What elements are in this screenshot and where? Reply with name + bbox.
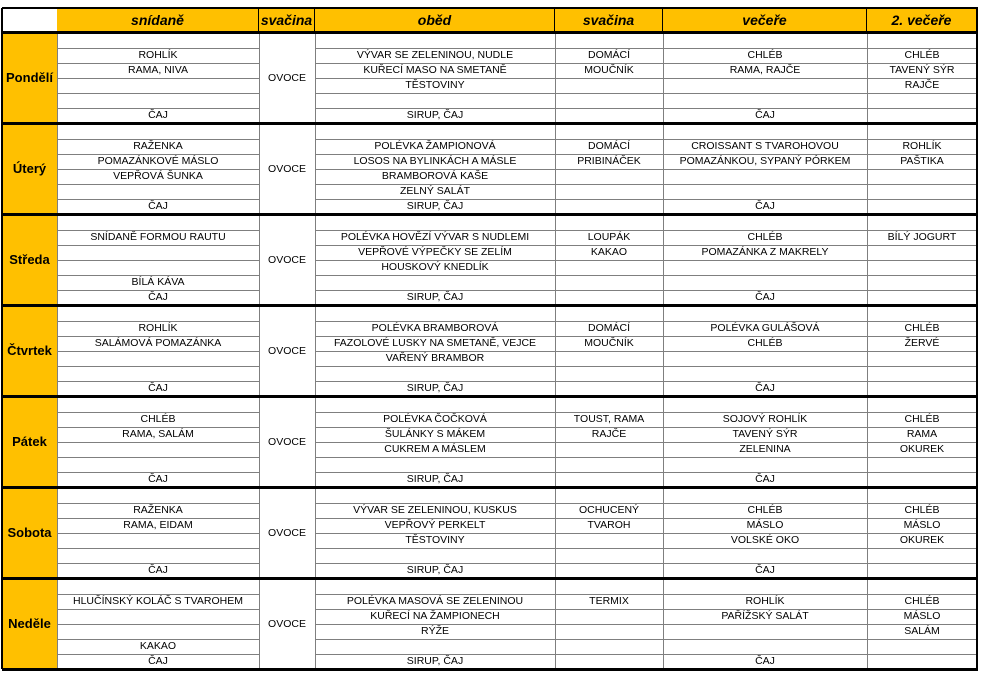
- grid-line: [315, 169, 977, 170]
- day-label: Pátek: [2, 396, 57, 487]
- vecere-item: ČAJ: [755, 655, 775, 667]
- grid-line: [57, 457, 259, 458]
- obed-item: FAZOLOVÉ LUSKY NA SMETANĚ, VEJCE: [333, 337, 537, 349]
- vecere2-item: RAJČE: [904, 79, 940, 91]
- grid-line: [57, 78, 259, 79]
- grid-line: [315, 639, 977, 640]
- header-1: snídaně: [57, 8, 259, 32]
- outer-border: [976, 8, 978, 669]
- vecere2-item: MÁSLO: [903, 519, 941, 531]
- snidane-item: RAŽENKA: [133, 140, 183, 152]
- vecere-item: ROHLÍK: [745, 595, 785, 607]
- snidane-item: RAMA, SALÁM: [122, 428, 194, 440]
- grid-line: [663, 32, 664, 669]
- obed-item: POLÉVKA ČOČKOVÁ: [383, 413, 487, 425]
- snidane-item: ČAJ: [148, 473, 168, 485]
- vecere2-item: CHLÉB: [904, 322, 940, 334]
- vecere-item: VOLSKÉ OKO: [730, 534, 800, 546]
- grid-line: [57, 108, 259, 109]
- snidane-item: ČAJ: [148, 564, 168, 576]
- vecere-item: SOJOVÝ ROHLÍK: [722, 413, 808, 425]
- grid-line: [315, 442, 977, 443]
- svacina-cell: OVOCE: [268, 344, 306, 357]
- snidane-item: ČAJ: [148, 655, 168, 667]
- grid-line: [315, 503, 977, 504]
- grid-line: [315, 351, 977, 352]
- svacina2-item: MOUČNÍK: [584, 337, 634, 349]
- vecere2-item: CHLÉB: [904, 49, 940, 61]
- obed-item: VÝVAR SE ZELENINOU, NUDLE: [356, 49, 514, 61]
- snidane-item: ROHLÍK: [138, 322, 178, 334]
- day-label: Středa: [2, 214, 57, 305]
- grid-line: [57, 184, 259, 185]
- obed-item: ZELNÝ SALÁT: [399, 185, 471, 197]
- obed-item: TĚSTOVINY: [405, 79, 465, 91]
- grid-line: [57, 336, 259, 337]
- day-label: Neděle: [2, 578, 57, 669]
- grid-line: [57, 366, 259, 367]
- grid-line: [57, 93, 259, 94]
- grid-line: [315, 108, 977, 109]
- vecere2-item: BÍLÝ JOGURT: [887, 231, 957, 243]
- grid-line: [315, 245, 977, 246]
- svacina-cell: OVOCE: [268, 435, 306, 448]
- block-border: [2, 668, 978, 671]
- grid-line: [315, 32, 316, 669]
- obed-item: VEPŘOVÉ VÝPEČKY SE ZELÍM: [358, 246, 512, 258]
- obed-item: SIRUP, ČAJ: [406, 200, 464, 212]
- grid-line: [57, 533, 259, 534]
- obed-item: RÝŽE: [420, 625, 449, 637]
- vecere-item: CROISSANT S TVAROHOVOU: [691, 140, 839, 152]
- svacina2-item: DOMÁCÍ: [588, 322, 630, 334]
- svacina2-item: TVAROH: [587, 519, 631, 531]
- vecere-item: ČAJ: [755, 473, 775, 485]
- block-border: [2, 213, 978, 216]
- vecere-item: POMAZÁNKA Z MAKRELY: [701, 246, 829, 258]
- svacina2-item: MOUČNÍK: [584, 64, 634, 76]
- vecere-item: PAŘÍŽSKÝ SALÁT: [721, 610, 809, 622]
- grid-line: [57, 563, 259, 564]
- obed-item: VEPŘOVÝ PERKELT: [384, 519, 486, 531]
- snidane-item: ČAJ: [148, 291, 168, 303]
- vecere-item: ČAJ: [755, 382, 775, 394]
- obed-item: SIRUP, ČAJ: [406, 291, 464, 303]
- grid-line: [315, 230, 977, 231]
- grid-line: [57, 351, 259, 352]
- obed-item: TĚSTOVINY: [405, 534, 465, 546]
- svacina2-item: TERMIX: [589, 595, 629, 607]
- vecere-item: TAVENÝ SÝR: [732, 428, 798, 440]
- grid-line: [57, 230, 259, 231]
- vecere-item: CHLÉB: [747, 49, 783, 61]
- grid-line: [315, 472, 977, 473]
- grid-line: [315, 184, 977, 185]
- grid-line: [315, 139, 977, 140]
- obed-item: KUŘECÍ NA ŽAMPIONECH: [370, 610, 500, 622]
- snidane-item: HLUČÍNSKÝ KOLÁČ S TVAROHEM: [73, 595, 243, 607]
- block-border: [2, 486, 978, 489]
- grid-line: [315, 78, 977, 79]
- grid-line: [315, 381, 977, 382]
- grid-line: [57, 199, 259, 200]
- obed-item: SIRUP, ČAJ: [406, 473, 464, 485]
- snidane-item: BÍLÁ KÁVA: [131, 276, 185, 288]
- grid-line: [315, 48, 977, 49]
- grid-line: [57, 609, 259, 610]
- vecere-item: ČAJ: [755, 200, 775, 212]
- grid-line: [57, 427, 259, 428]
- svacina-cell: OVOCE: [268, 253, 306, 266]
- grid-line: [315, 518, 977, 519]
- grid-line: [259, 32, 260, 669]
- snidane-item: ROHLÍK: [138, 49, 178, 61]
- snidane-item: RAŽENKA: [133, 504, 183, 516]
- snidane-item: SALÁMOVÁ POMAZÁNKA: [94, 337, 222, 349]
- block-border: [2, 122, 978, 125]
- svacina2-item: DOMÁCÍ: [588, 49, 630, 61]
- grid-line: [315, 260, 977, 261]
- snidane-item: RAMA, NIVA: [128, 64, 188, 76]
- svacina2-item: OCHUCENÝ: [578, 504, 640, 516]
- day-label: Pondělí: [2, 32, 57, 123]
- grid-line: [57, 154, 259, 155]
- grid-line: [315, 290, 977, 291]
- grid-line: [315, 154, 977, 155]
- grid-line: [57, 169, 259, 170]
- obed-item: SIRUP, ČAJ: [406, 382, 464, 394]
- svacina2-item: TOUST, RAMA: [573, 413, 645, 425]
- obed-item: POLÉVKA MASOVÁ SE ZELENINOU: [346, 595, 524, 607]
- grid-line: [57, 654, 259, 655]
- grid-line: [315, 654, 977, 655]
- header-3: oběd: [315, 8, 555, 32]
- outer-border: [1, 8, 3, 669]
- header-4: svačina: [555, 8, 663, 32]
- snidane-item: ČAJ: [148, 200, 168, 212]
- vecere-item: POMAZÁNKOU, SYPANÝ PÓRKEM: [679, 155, 851, 167]
- block-border: [2, 304, 978, 307]
- svacina-cell: OVOCE: [268, 617, 306, 630]
- obed-item: LOSOS NA BYLINKÁCH A MÁSLE: [353, 155, 517, 167]
- vecere-item: MÁSLO: [746, 519, 784, 531]
- header-5: večeře: [663, 8, 867, 32]
- snidane-item: VEPŘOVÁ ŠUNKA: [113, 170, 203, 182]
- obed-item: SIRUP, ČAJ: [406, 655, 464, 667]
- obed-item: VAŘENÝ BRAMBOR: [385, 352, 485, 364]
- obed-item: POLÉVKA ŽAMPIONOVÁ: [374, 140, 496, 152]
- svacina2-item: DOMÁCÍ: [588, 140, 630, 152]
- svacina-cell: OVOCE: [268, 162, 306, 175]
- vecere2-item: CHLÉB: [904, 595, 940, 607]
- grid-line: [57, 412, 259, 413]
- vecere-item: CHLÉB: [747, 337, 783, 349]
- grid-line: [57, 594, 259, 595]
- svacina2-item: KAKAO: [590, 246, 628, 258]
- svacina2-item: RAJČE: [591, 428, 627, 440]
- vecere2-item: ROHLÍK: [902, 140, 942, 152]
- grid-line: [315, 321, 977, 322]
- vecere2-item: TAVENÝ SÝR: [889, 64, 955, 76]
- grid-line: [57, 639, 259, 640]
- grid-line: [57, 442, 259, 443]
- grid-line: [315, 275, 977, 276]
- grid-line: [57, 139, 259, 140]
- obed-item: POLÉVKA BRAMBOROVÁ: [371, 322, 499, 334]
- grid-line: [57, 245, 259, 246]
- vecere2-item: OKUREK: [899, 534, 945, 546]
- header-2: svačina: [259, 8, 315, 32]
- obed-item: POLÉVKA HOVĚZÍ VÝVAR S NUDLEMI: [340, 231, 530, 243]
- obed-item: BRAMBOROVÁ KAŠE: [381, 170, 489, 182]
- grid-line: [315, 563, 977, 564]
- obed-item: KUŘECÍ MASO NA SMETANĚ: [363, 64, 507, 76]
- day-label: Úterý: [2, 123, 57, 214]
- grid-line: [315, 609, 977, 610]
- vecere-item: CHLÉB: [747, 231, 783, 243]
- grid-line: [315, 366, 977, 367]
- grid-line: [315, 336, 977, 337]
- grid-line: [315, 594, 977, 595]
- grid-line: [315, 93, 977, 94]
- grid-line: [57, 518, 259, 519]
- svacina2-item: LOUPÁK: [587, 231, 631, 243]
- snidane-item: RAMA, EIDAM: [123, 519, 193, 531]
- grid-line: [57, 48, 259, 49]
- vecere2-item: OKUREK: [899, 443, 945, 455]
- grid-line: [57, 472, 259, 473]
- grid-line: [57, 624, 259, 625]
- grid-line: [315, 533, 977, 534]
- vecere2-item: SALÁM: [904, 625, 940, 637]
- grid-line: [315, 63, 977, 64]
- snidane-item: CHLÉB: [140, 413, 176, 425]
- vecere-item: POLÉVKA GULÁŠOVÁ: [710, 322, 820, 334]
- header-6: 2. večeře: [867, 8, 977, 32]
- obed-item: VÝVAR SE ZELENINOU, KUSKUS: [353, 504, 517, 516]
- snidane-item: ČAJ: [148, 382, 168, 394]
- vecere2-item: MÁSLO: [903, 610, 941, 622]
- svacina-cell: OVOCE: [268, 526, 306, 539]
- vecere2-item: CHLÉB: [904, 504, 940, 516]
- grid-line: [315, 427, 977, 428]
- vecere-item: RAMA, RAJČE: [729, 64, 801, 76]
- snidane-item: SNÍDANĚ FORMOU RAUTU: [90, 231, 226, 243]
- vecere-item: ZELENINA: [739, 443, 791, 455]
- grid-line: [315, 548, 977, 549]
- obed-item: HOUSKOVÝ KNEDLÍK: [381, 261, 489, 273]
- vecere-item: ČAJ: [755, 564, 775, 576]
- day-label: Čtvrtek: [2, 305, 57, 396]
- vecere2-item: RAMA: [906, 428, 938, 440]
- grid-line: [57, 548, 259, 549]
- grid-line: [57, 63, 259, 64]
- vecere-item: ČAJ: [755, 291, 775, 303]
- grid-line: [315, 412, 977, 413]
- header-border: [2, 7, 978, 9]
- obed-item: SIRUP, ČAJ: [406, 109, 464, 121]
- obed-item: ŠULÁNKY S MÁKEM: [384, 428, 486, 440]
- day-label: Sobota: [2, 487, 57, 578]
- grid-line: [57, 381, 259, 382]
- grid-line: [57, 321, 259, 322]
- block-border: [2, 577, 978, 580]
- vecere-item: ČAJ: [755, 109, 775, 121]
- svacina-cell: OVOCE: [268, 71, 306, 84]
- vecere-item: CHLÉB: [747, 504, 783, 516]
- obed-item: SIRUP, ČAJ: [406, 564, 464, 576]
- snidane-item: KAKAO: [139, 640, 177, 652]
- grid-line: [57, 290, 259, 291]
- grid-line: [57, 503, 259, 504]
- grid-line: [315, 457, 977, 458]
- svacina2-item: PRIBINÁČEK: [577, 155, 641, 167]
- grid-line: [57, 275, 259, 276]
- obed-item: CUKREM A MÁSLEM: [384, 443, 486, 455]
- block-border: [2, 395, 978, 398]
- grid-line: [315, 199, 977, 200]
- vecere2-item: CHLÉB: [904, 413, 940, 425]
- block-border: [2, 31, 978, 34]
- snidane-item: ČAJ: [148, 109, 168, 121]
- vecere2-item: ŽERVÉ: [904, 337, 940, 349]
- grid-line: [555, 32, 556, 669]
- grid-line: [315, 624, 977, 625]
- grid-line: [57, 32, 58, 669]
- snidane-item: POMAZÁNKOVÉ MÁSLO: [97, 155, 219, 167]
- grid-line: [867, 32, 868, 669]
- vecere2-item: PAŠTIKA: [900, 155, 944, 167]
- grid-line: [57, 260, 259, 261]
